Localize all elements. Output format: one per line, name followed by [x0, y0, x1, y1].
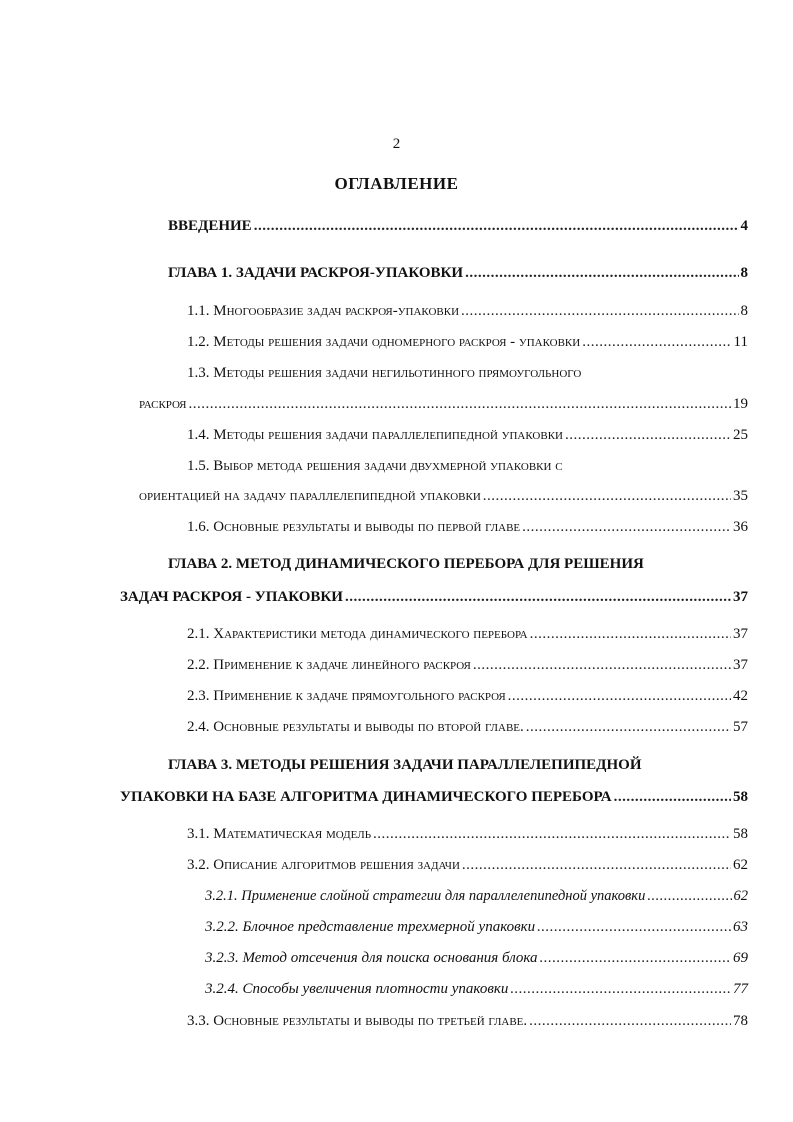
toc-entry-text: 3.1. Математическая модель — [187, 826, 372, 842]
leader-dots — [522, 519, 731, 536]
toc-entry-page: 58 — [733, 789, 748, 805]
leader-dots — [540, 950, 731, 967]
toc-entry-3-1[interactable] — [187, 826, 748, 843]
toc-entry-page: 42 — [733, 688, 748, 704]
leader-dots — [530, 626, 731, 643]
toc-entry-1-6[interactable] — [187, 519, 748, 536]
toc-entry-3-2-4[interactable] — [205, 981, 748, 998]
leader-dots — [254, 218, 739, 235]
leader-dots — [345, 589, 731, 606]
toc-entry-1-2[interactable] — [187, 334, 748, 351]
toc-entry-text: 1.2. Методы решения задачи одномерного раскроя - упаковки — [187, 334, 581, 350]
toc-entry-3-2-3[interactable] — [205, 950, 748, 967]
toc-entry-text: ВВЕДЕНИЕ — [168, 218, 252, 234]
leader-dots — [483, 488, 731, 505]
toc-entry-page: 78 — [733, 1013, 748, 1029]
toc-entry-page: 62 — [733, 888, 748, 904]
toc-entry-1-5-line1[interactable]: 1.5. Выбор метода решения задачи двухмерной упаковки с — [187, 458, 563, 474]
toc-entry-page: 8 — [740, 265, 748, 281]
toc-entry-page: 19 — [733, 396, 748, 412]
toc-entry-3-2-2[interactable] — [205, 919, 748, 936]
toc-entry-text: 3.3. Основные результаты и выводы по третьей главе. — [187, 1013, 528, 1029]
toc-entry-text: 1.6. Основные результаты и выводы по первой главе — [187, 519, 521, 535]
toc-entry-text: УПАКОВКИ НА БАЗЕ АЛГОРИТМА ДИНАМИЧЕСКОГО ПЕРЕБОРА — [120, 789, 612, 805]
toc-entry-chapter-3-line1[interactable]: ГЛАВА 3. МЕТОДЫ РЕШЕНИЯ ЗАДАЧИ ПАРАЛЛЕЛЕПИПЕДНОЙ — [168, 757, 642, 773]
toc-entry-text: раскроя — [139, 396, 187, 412]
leader-dots — [462, 857, 731, 874]
toc-entry-chapter-3[interactable] — [120, 789, 748, 806]
toc-entry-chapter-2-line1[interactable]: ГЛАВА 2. МЕТОД ДИНАМИЧЕСКОГО ПЕРЕБОРА ДЛЯ РЕШЕНИЯ — [168, 556, 644, 572]
toc-entry-text: 1.1. Многообразие задач раскроя-упаковки — [187, 303, 460, 319]
toc-entry-intro[interactable] — [168, 218, 748, 235]
toc-entry-chapter-1[interactable] — [168, 265, 748, 282]
leader-dots — [510, 981, 731, 998]
toc-entry-2-1[interactable] — [187, 626, 748, 643]
toc-entry-page: 62 — [733, 857, 748, 873]
toc-entry-page: 8 — [740, 303, 748, 319]
leader-dots — [461, 303, 738, 320]
leader-dots — [465, 265, 738, 282]
toc-entry-text: 3.2.1. Применение слойной стратегии для параллелепипедной упаковки — [205, 888, 646, 904]
toc-entry-1-3-line1[interactable]: 1.3. Методы решения задачи негильотинного прямоугольного — [187, 365, 582, 381]
toc-entry-1-4[interactable] — [187, 427, 748, 444]
toc-entry-page: 63 — [733, 919, 748, 935]
toc-entry-chapter-2[interactable] — [120, 589, 748, 606]
toc-entry-page: 35 — [733, 488, 748, 504]
toc-entry-page: 37 — [733, 589, 748, 605]
leader-dots — [565, 427, 731, 444]
toc-entry-page: 58 — [733, 826, 748, 842]
toc-entry-2-2[interactable] — [187, 657, 748, 674]
toc-entry-text: 2.2. Применение к задаче линейного раскроя — [187, 657, 471, 673]
toc-entry-text: 2.3. Применение к задаче прямоугольного раскроя — [187, 688, 506, 704]
toc-entry-text: 3.2.4. Способы увеличения плотности упаковки — [205, 981, 509, 997]
leader-dots — [647, 888, 731, 905]
leader-dots — [373, 826, 731, 843]
leader-dots — [526, 719, 731, 736]
toc-entry-page: 36 — [733, 519, 748, 535]
page-number: 2 — [392, 136, 401, 152]
toc-entry-1-3[interactable] — [139, 396, 748, 413]
toc-entry-text: 3.2. Описание алгоритмов решения задачи — [187, 857, 460, 873]
toc-entry-page: 37 — [733, 657, 748, 673]
toc-title: ОГЛАВЛЕНИЕ — [334, 174, 459, 193]
leader-dots — [473, 657, 731, 674]
toc-entry-1-1[interactable] — [187, 303, 748, 320]
leader-dots — [614, 789, 731, 806]
toc-entry-text: 2.4. Основные результаты и выводы по второй главе. — [187, 719, 524, 735]
toc-entry-text: 2.1. Характеристики метода динамического перебора — [187, 626, 528, 642]
toc-entry-text: ЗАДАЧ РАСКРОЯ - УПАКОВКИ — [120, 589, 343, 605]
leader-dots — [508, 688, 731, 705]
toc-entry-text: ГЛАВА 1. ЗАДАЧИ РАСКРОЯ-УПАКОВКИ — [168, 265, 464, 281]
leader-dots — [582, 334, 731, 351]
toc-entry-page: 25 — [733, 427, 748, 443]
toc-entry-page: 37 — [733, 626, 748, 642]
toc-entry-text: ориентацией на задачу параллелепипедной упаковки — [139, 488, 481, 504]
toc-entry-page: 77 — [733, 981, 748, 997]
toc-entry-3-2-1[interactable] — [205, 888, 748, 905]
toc-entry-3-2[interactable] — [187, 857, 748, 874]
toc-entry-text: 3.2.3. Метод отсечения для поиска основания блока — [205, 950, 538, 966]
toc-entry-page: 69 — [733, 950, 748, 966]
toc-entry-3-3[interactable] — [187, 1013, 748, 1030]
toc-entry-page: 11 — [733, 334, 748, 350]
toc-entry-page: 57 — [733, 719, 748, 735]
leader-dots — [529, 1013, 731, 1030]
toc-entry-page: 4 — [740, 218, 748, 234]
toc-entry-text: 1.4. Методы решения задачи параллелепипедной упаковки — [187, 427, 563, 443]
toc-entry-2-3[interactable] — [187, 688, 748, 705]
toc-entry-text: 3.2.2. Блочное представление трехмерной упаковки — [205, 919, 536, 935]
toc-entry-1-5[interactable] — [139, 488, 748, 505]
toc-entry-2-4[interactable] — [187, 719, 748, 736]
leader-dots — [189, 396, 731, 413]
leader-dots — [537, 919, 731, 936]
